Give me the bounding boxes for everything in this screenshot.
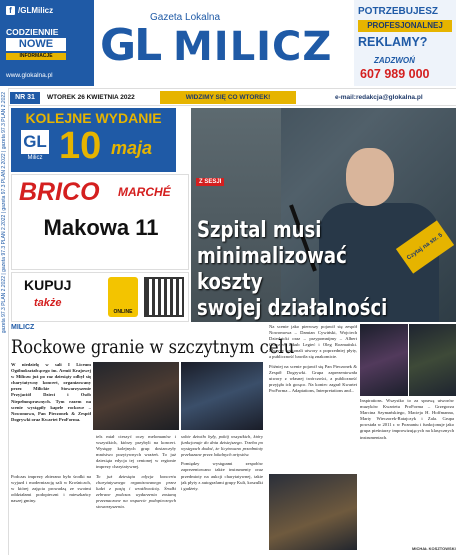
article-column-4: [269, 324, 357, 472]
masthead-left-panel: [0, 0, 94, 86]
concert-photo-2[interactable]: [181, 362, 263, 430]
article-column-1b: [11, 474, 91, 534]
feature-section: Z SESJI: [196, 178, 224, 186]
nowe-label: NOWE: [6, 38, 66, 51]
article-col4-text: Na scenie jako pierwszy pojawił się zespół Nowomowa – Damian Cywiński, Wojciech Dziedzicki oraz – przypomnijmy – Albert Gorczyc, Jakub Legieć i Oleg Rozmaitski. Muzycy wykonali utwory z poprzedniej płyty, a publiczność bawiła się znakomicie.: [269, 324, 357, 360]
read-on-badge[interactable]: Czytaj na str. 5: [396, 220, 454, 273]
concert-photo-5[interactable]: [409, 324, 456, 396]
tagline: WIDZIMY SIĘ CO WTOREK!: [160, 91, 296, 104]
facebook-link[interactable]: [6, 6, 53, 15]
article-col4b-text: Później na scenie pojawił się Pan Pieczonek & Zespół Dogrywki. Grupa zaprezentowała utwory z własnej twórczości, a publiczność przyjęła ich gorąco. Na koniec zagrał Kwartet ProForma – Adaptations, Interpretations and...: [269, 363, 357, 393]
masthead: [0, 0, 456, 86]
issue-date: WTOREK 26 KWIETNIA 2022: [47, 94, 135, 101]
article-col2b-text: To już dziesiąta edycja koncertu charytatywnego organizowanego przez ludzi z pasją i wrażliwością. Środki zebrane podczas wydarzenia zostaną przeznaczone na wsparcie podopiecznych stowarzyszenia.: [96, 473, 176, 510]
article-column-1: [11, 362, 91, 472]
feature-photo[interactable]: [191, 108, 456, 322]
article-section: MILICZ: [11, 324, 35, 331]
ad-phone[interactable]: 607 989 000: [360, 67, 430, 81]
side-strip: [0, 88, 9, 555]
feature-headline-line-2: minimalizować koszty: [197, 244, 347, 295]
logo-milicz: MILICZ: [173, 24, 333, 70]
logo-gl: GL: [100, 20, 161, 71]
article-lead: W niedzielę w sali I Liceum Ogólnokształcącego im. Armii Krajowej w Miliczu już po raz dziesiąty odbył się charytatywny koncert, organizowany przez Milickie Stowarzyszenie Przyjaciół Dzieci i Osób Niepełnosprawnych. Tym razem na scenie wystąpiły kapele rockowe – Nowomowa, Pan Pieczonek & Zespół Dogrywki oraz Kwartet ProForma.: [11, 362, 91, 422]
article-column-3: [181, 434, 263, 550]
photo-person-head: [346, 148, 394, 206]
brico-ad[interactable]: [11, 174, 189, 270]
feature-headline-line-3: swojej działalności: [197, 296, 388, 321]
article-title[interactable]: Rockowe granie w szczytnym celu: [11, 336, 295, 358]
online-label: ONLINE: [113, 309, 133, 315]
ad-line-4: ZADZWOŃ: [374, 56, 415, 65]
next-issue-title: KOLEJNE WYDANIE: [25, 110, 162, 126]
website-link[interactable]: www.glokalna.pl: [6, 72, 53, 79]
advertising-box[interactable]: [354, 0, 456, 86]
concert-photo-1[interactable]: [93, 362, 179, 430]
article-column-5: [360, 398, 454, 544]
codziennie-label: CODZIENNIE: [6, 27, 59, 37]
brico-buy: KUPUJ: [24, 277, 72, 293]
article-col5-text: Inspirations. Wszystko to za sprawą utworów muzyków Kwartetu ProForma – Grzegorza Marcina Szymańskiego, Macieja H. Hoffmanna, Marty Wieczorek-Ratajczyk i Zala. Grupa powstała w 2011 r. w Poznaniu i funkcjonuje jako grupa pieśniarzy improwizujących na klasycznych instrumentach.: [360, 398, 454, 440]
informacje-label: INFORMACJE: [6, 53, 66, 60]
brico-brand: BRICO: [19, 178, 100, 206]
article-signature: MICHAŁ KOSZTOWSKI: [412, 546, 456, 551]
facebook-icon: f: [6, 6, 15, 15]
next-issue-day: 10: [59, 125, 102, 167]
email-link[interactable]: e-mail:redakcja@glokalna.pl: [335, 94, 423, 101]
side-text: gazeta 97.3 PLAN 2.2022 | gazeta 97.3 PLAN 2.2022 | gazeta 97.3 PLAN 2.2022 | gazeta 97.3 PLAN 2.2022: [1, 92, 7, 334]
qr-code-icon[interactable]: [144, 277, 184, 317]
article-col2-text: tels miał cieszyć oczy melomanów i wszystkich, którzy przybyli na koncert. Występy kolejnych grup dostarczyły mnóstwo pozytywnych wrażeń. To już dziesiąta edycja tej cenionej w regionie imprezy charytatywnej.: [96, 434, 176, 470]
issue-strip: [0, 88, 456, 106]
next-issue-month: maja: [111, 138, 153, 158]
feature-headline[interactable]: [197, 218, 402, 322]
ad-line-3: REKLAMY?: [358, 35, 428, 49]
next-issue-logo-text: Milicz: [27, 155, 43, 161]
brico-also: także: [34, 297, 62, 309]
brico-brand-2: MARCHÉ: [118, 185, 171, 199]
article-col3-text: sobie dziwiło były, pokój wszystkich, który funkcjonuje do dnia dzisiejszego. Trzeba po występach dodać, że licytowano przedmioty przekazane przez lokalnych artystów.: [181, 434, 263, 458]
next-issue-logo: GL: [21, 130, 49, 154]
article-col1-text: Podczas imprezy zbierano było środki na wyjazd i modernizację sali w Krośnicach, w której zajęcia prowadzą ze swoimi oddziałami podopieczni i mieszkańcy naszej gminy.: [11, 474, 91, 504]
phone-icon: [108, 277, 138, 317]
ad-line-1: POTRZEBUJESZ: [358, 6, 439, 17]
brico-online-ad[interactable]: [11, 272, 189, 322]
brico-address: Makowa 11: [43, 215, 159, 240]
article-column-2: [96, 434, 176, 550]
next-issue-box: [11, 108, 176, 172]
gazeta-label: Gazeta Lokalna: [150, 12, 221, 23]
ad-line-2: PROFESJONALNEJ: [358, 20, 452, 32]
concert-photo-3[interactable]: [269, 474, 357, 550]
issue-number: NR 31: [10, 92, 40, 104]
feature-headline-line-1: Szpital musi: [197, 218, 322, 243]
facebook-handle: /GLMilicz: [18, 6, 54, 15]
concert-photo-4[interactable]: [360, 324, 408, 396]
article-col3b-text: Pomiędzy występami zespołów zaprezentowano także instrumenty oraz przedmioty na aukcji charytatywnej, takie jak płyty z autografami grupy Kult, koszulki i gadżety.: [181, 461, 263, 491]
